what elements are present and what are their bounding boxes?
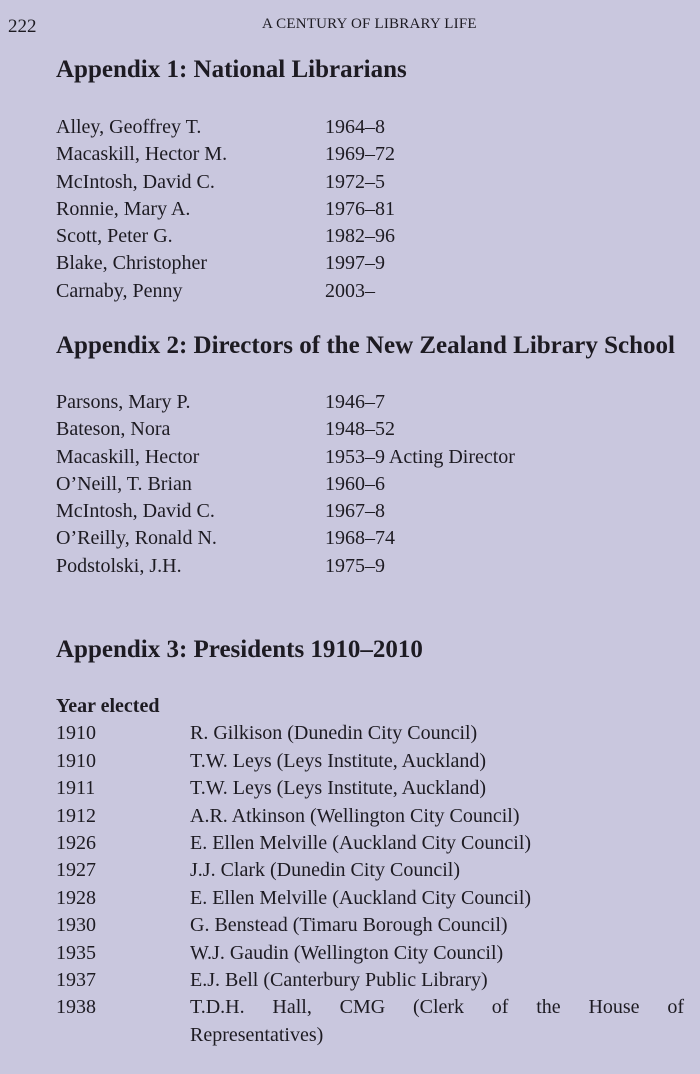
president-year: 1912 [56, 804, 96, 827]
president-name-line-1: T.D.H. Hall, CMG (Clerk of the House of [190, 996, 684, 1019]
director-name: Bateson, Nora [56, 418, 171, 441]
president-year: 1935 [56, 941, 96, 964]
librarian-name: Blake, Christopher [56, 252, 208, 275]
president-name: A.R. Atkinson (Wellington City Council) [190, 804, 520, 827]
director-years: 1968–74 [325, 527, 395, 550]
president-name: T.W. Leys (Leys Institute, Auckland) [190, 777, 487, 800]
list-item [56, 994, 684, 1049]
librarian-years: 1972–5 [325, 170, 385, 193]
presidents-list [56, 693, 684, 1049]
appendix-2-heading: Appendix 2: Directors of the New Zealand Library School [56, 332, 675, 359]
librarian-years: 1976–81 [325, 197, 395, 220]
appendix-1-heading: Appendix 1: National Librarians [56, 56, 407, 83]
librarian-name: Carnaby, Penny [56, 279, 183, 302]
president-year: 1937 [56, 968, 96, 991]
director-name: Parsons, Mary P. [56, 391, 191, 413]
president-name-line-2: Representatives) [190, 1023, 324, 1046]
librarian-years: 1997–9 [325, 252, 385, 275]
list-item [56, 885, 684, 912]
director-years: 1967–8 [325, 500, 385, 523]
librarian-years: 1982–96 [325, 225, 395, 248]
president-name: W.J. Gaudin (Wellington City Council) [190, 941, 504, 964]
director-name: McIntosh, David C. [56, 500, 215, 523]
list-item [56, 857, 684, 884]
president-name: E. Ellen Melville (Auckland City Council) [190, 886, 532, 909]
year-elected-label: Year elected [56, 695, 160, 717]
director-years: 1960–6 [325, 472, 385, 495]
president-year: 1910 [56, 749, 96, 772]
page-number: 222 [8, 16, 37, 37]
director-years: 1975–9 [325, 554, 385, 577]
president-name [190, 994, 684, 1049]
president-name: R. Gilkison (Dunedin City Council) [190, 722, 478, 745]
list-item [56, 775, 684, 802]
director-name: Macaskill, Hector [56, 445, 200, 468]
list-item [56, 830, 684, 857]
list-item [56, 967, 684, 994]
librarian-years: 1969–72 [325, 143, 395, 166]
president-year: 1926 [56, 831, 96, 854]
running-head: A CENTURY OF LIBRARY LIFE [262, 16, 477, 32]
appendix-3-heading: Appendix 3: Presidents 1910–2010 [56, 636, 423, 663]
president-year: 1911 [56, 777, 96, 800]
list-item [56, 912, 684, 939]
librarian-name: Scott, Peter G. [56, 225, 173, 248]
list-item [56, 803, 684, 830]
librarian-years: 2003– [325, 279, 375, 302]
director-name: O’Reilly, Ronald N. [56, 527, 217, 550]
president-name: G. Benstead (Timaru Borough Council) [190, 914, 508, 937]
president-name: E.J. Bell (Canterbury Public Library) [190, 968, 488, 991]
director-name: O’Neill, T. Brian [56, 472, 192, 495]
librarian-name: Alley, Geoffrey T. [56, 116, 202, 138]
director-years: 1946–7 [325, 391, 385, 413]
librarian-name: Macaskill, Hector M. [56, 143, 228, 166]
president-name: J.J. Clark (Dunedin City Council) [190, 859, 460, 882]
librarian-name: McIntosh, David C. [56, 170, 215, 193]
director-years: 1953–9 Acting Director [325, 445, 515, 468]
director-name: Podstolski, J.H. [56, 554, 182, 577]
list-item [56, 720, 684, 747]
president-name: T.W. Leys (Leys Institute, Auckland) [190, 749, 487, 772]
president-year: 1927 [56, 859, 96, 882]
director-years: 1948–52 [325, 418, 395, 441]
librarian-years: 1964–8 [325, 116, 385, 138]
librarian-name: Ronnie, Mary A. [56, 197, 191, 220]
list-item [56, 940, 684, 967]
president-year: 1928 [56, 886, 96, 909]
president-year: 1930 [56, 914, 96, 937]
list-item [56, 748, 684, 775]
president-year: 1938 [56, 996, 96, 1019]
president-year: 1910 [56, 722, 96, 745]
president-name: E. Ellen Melville (Auckland City Council) [190, 831, 532, 854]
